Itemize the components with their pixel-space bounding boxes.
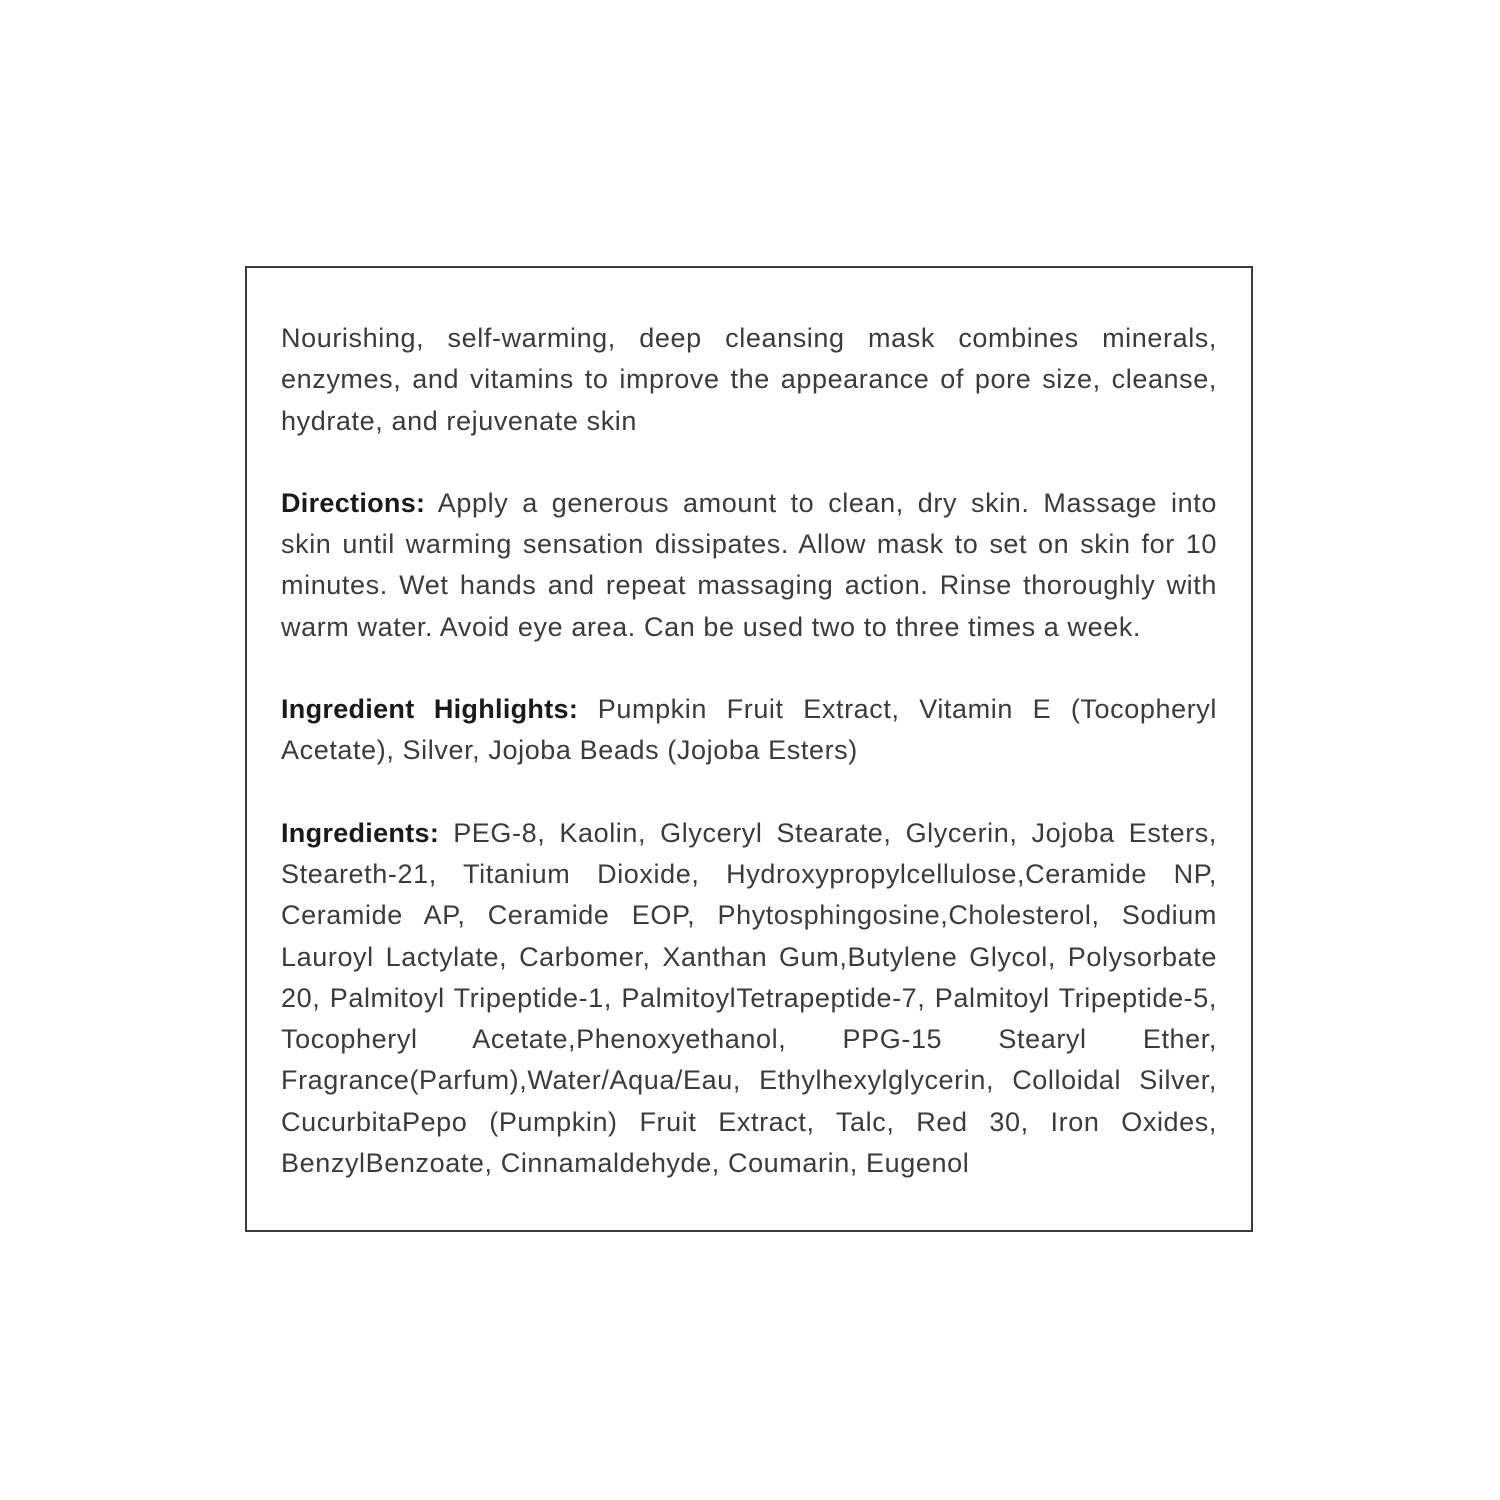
description-paragraph xyxy=(281,318,1217,442)
ingredient-highlights-label: Ingredient Highlights: xyxy=(281,694,579,725)
description-text: Nourishing, self-warming, deep cleansing mask combines minerals, enzymes, and vitamins to improve the appearance of pore size, cleanse, hydrate, and rejuvenate skin xyxy=(281,323,1217,436)
ingredient-highlights-paragraph xyxy=(281,689,1217,772)
ingredient-highlights-text: Pumpkin Fruit Extract, Vitamin E (Tocopheryl Acetate), Silver, Jojoba Beads (Jojoba Esters) xyxy=(281,694,1217,766)
ingredients-label: Ingredients: xyxy=(281,817,440,848)
product-info-box xyxy=(245,266,1253,1232)
ingredients-text: PEG-8, Kaolin, Glyceryl Stearate, Glycerin, Jojoba Esters, Steareth-21, Titanium Dioxide, Hydroxypropylcellulose,Ceramide NP, Ceramide AP, Ceramide EOP, Phytosphingosine,Cholesterol, Sodium Lauroyl Lactylate, Carbomer, Xanthan Gum,Butylene Glycol, Polysorbate 20, Palmitoyl Tripeptide-1, PalmitoylTetrapeptide-7, Palmitoyl Tripeptide-5, Tocopheryl Acetate,Phenoxyethanol, PPG-15 Stearyl Ether, Fragrance(Parfum),Water/Aqua/Eau, Ethylhexylglycerin, Colloidal Silver, CucurbitaPepo (Pumpkin) Fruit Extract, Talc, Red 30, Iron Oxides, BenzylBenzoate, Cinnamaldehyde, Coumarin, Eugenol xyxy=(281,817,1217,1179)
directions-text: Apply a generous amount to clean, dry skin. Massage into skin until warming sensation dissipates. Allow mask to set on skin for 10 minutes. Wet hands and repeat massaging action. Rinse thoroughly with warm water. Avoid eye area. Can be used two to three times a week. xyxy=(281,487,1217,642)
ingredients-paragraph xyxy=(281,813,1217,1185)
directions-paragraph xyxy=(281,483,1217,648)
directions-label: Directions: xyxy=(281,487,426,518)
